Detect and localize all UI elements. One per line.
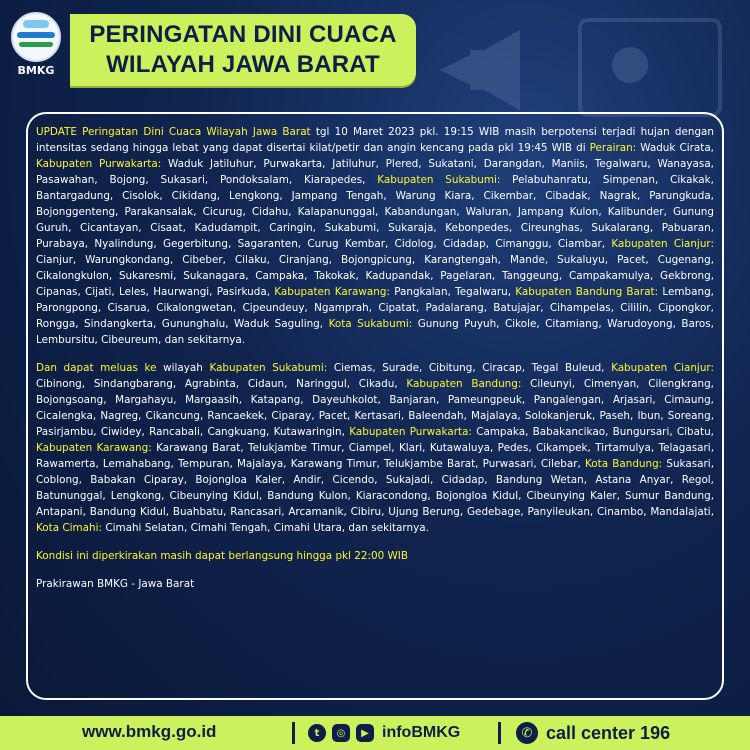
paragraph-forecaster [36,576,714,592]
highlight-text: Kabupaten Karawang: [36,442,152,454]
footer-divider [292,722,295,744]
body-text: wilayah [156,362,210,374]
phone-icon: ✆ [516,722,538,744]
body-text: Cianjur, Warungkondang, Cibeber, Cilaku, Ciranjang, Bojongpicung, Karangtengah, Mande, Sukaluyu, Pacet, Cugenang, Cikalongkulon, Sukaresmi, Sukanagara, Campaka, Takokak, Kadupandak, Pagelaran, Tanggeung, Campakamulya, Gekbrong, Cipanas, Cijati, Leles, Haurwangi, Pasirkuda, [36,254,714,298]
social-handle[interactable]: infoBMKG [382,724,461,741]
social-links [308,723,460,743]
page-title [70,14,416,86]
body-text: Sukasari, Coblong, Babakan Ciparay, Bojongloa Kaler, Andir, Cicendo, Sukajadi, Cidadap, Bandung Wetan, Astana Anyar, Regol, Batununggal, Lengkong, Cibeunying Kidul, Bandung Kulon, Kiaracondong, Bojongloa Kidul, Cibeunying Kaler, Sumur Bandung, Antapani, Bandung Kidul, Buahbatu, Rancasari, Arcamanik, Cibiru, Ujung Berung, Gedebage, Panyileukan, Cinambo, Mandalajati, [36,458,714,518]
bmkg-emblem-icon [11,12,61,62]
body-text: Cibinong, Sindangbarang, Agrabinta, Cidaun, Naringgul, Cikadu, [36,378,407,390]
bmkg-logo [10,12,62,78]
body-text: Prakirawan BMKG - Jawa Barat [36,578,195,590]
body-text: Pangkalan, Tegalwaru, [389,286,516,298]
highlight-text: Kota Cimahi: [36,522,103,534]
highlight-text: Perairan: [589,142,637,154]
body-text: Lembang, Parongpong, Cisarua, Cikalongwetan, Cipeundeuy, Ngamprah, Cipatat, Padalarang, Batujajar, Cihampelas, Cililin, Cipongkor, Rongga, Sindangkerta, Gununghalu, Waduk Saguling, [36,286,714,330]
highlight-text: Kabupaten Cianjur: [611,238,714,250]
body-text: Pelabuhanratu, Simpenan, Cikakak, Bantargadung, Cisolok, Cikidang, Lengkong, Jampang Tengah, Warung Kiara, Cikembar, Cibadak, Nagrak, Parungkuda, Bojonggenteng, Parakansalak, Cicurug, Cidahu, Kalapanunggal, Kabandungan, Waluran, Jampang Kulon, Kalibunder, Gunung Guruh, Cicantayan, Cisaat, Kadudampit, Caringin, Sukabumi, Sukaraja, Kebonpedes, Cireunghas, Sukalarang, Pabuaran, Purabaya, Nyalindung, Gegerbitung, Sagaranten, Curug Kembar, Cidolog, Cidadap, Cimanggu, Ciambar, [36,174,714,250]
logo-text: BMKG [17,64,55,77]
highlight-text: Kota Sukabumi: [328,318,413,330]
highlight-text: UPDATE Peringatan Dini Cuaca Wilayah Jawa Barat [36,126,311,138]
highlight-text: Kabupaten Sukabumi: [377,174,501,186]
highlight-text: Kondisi ini diperkirakan masih dapat berlangsung hingga pkl 22:00 WIB [36,550,408,562]
highlight-text: Dan dapat meluas ke [36,362,157,374]
highlight-text: Kabupaten Cianjur: [611,362,714,374]
body-text: Cimahi Selatan, Cimahi Tengah, Cimahi Utara, dan sekitarnya. [102,522,429,534]
paragraph-extended-areas [36,360,714,536]
body-text: Gunung Puyuh, Cikole, Citamiang, Warudoyong, Baros, Lembursitu, Cibeureum, dan sekitarnya. [36,318,714,346]
highlight-text: Kabupaten Purwakarta: [36,158,162,170]
call-center [516,722,670,744]
highlight-text: Kabupaten Karawang: [274,286,390,298]
paragraph-main-warning [36,124,714,348]
highlight-text: Kabupaten Bandung: [406,378,522,390]
body-text: Waduk Cirata, [636,142,714,154]
highlight-text: Kabupaten Bandung Barat: [515,286,659,298]
instagram-icon[interactable]: ◎ [332,724,350,742]
warning-text [36,124,714,604]
call-center-text[interactable]: call center 196 [546,722,671,743]
paragraph-duration [36,548,714,564]
youtube-icon[interactable]: ▶ [356,724,374,742]
footer-divider [498,722,501,744]
body-text: tgl 10 Maret 2023 pkl. 19:15 WIB masih berpotensi terjadi hujan dengan intensitas sedang hingga lebat yang dapat disertai kilat/petir dan angin kencang pada pkl 19:45 WIB di [36,126,714,154]
body-text: Campaka, Babakancikao, Bungursari, Cibatu, [471,426,714,438]
highlight-text: Kabupaten Sukabumi: [209,362,328,374]
title-line-1: PERINGATAN DINI CUACA [89,21,397,48]
highlight-text: Kabupaten Purwakarta: [349,426,472,438]
body-text: Ciemas, Surade, Cibitung, Ciracap, Tegal Buleud, [327,362,612,374]
footer-bar [0,716,750,750]
body-text: Waduk Jatiluhur, Purwakarta, Jatiluhur, Plered, Sukatani, Darangdan, Maniis, Tegalwaru, Wanayasa, Pasawahan, Bojong, Sukasari, Pondoksalam, Kiarapedes, [36,158,714,186]
twitter-icon[interactable]: t [308,724,326,742]
title-line-2: WILAYAH JAWA BARAT [106,51,380,78]
website-link[interactable]: www.bmkg.go.id [82,722,217,741]
highlight-text: Kota Bandung: [584,458,663,470]
body-text: Cileunyi, Cimenyan, Cilengkrang, Bojongsoang, Margahayu, Margaasih, Katapang, Dayeuhkolot, Banjaran, Pameungpeuk, Pangalengan, Arjasari, Cimaung, Cicalengka, Nagreg, Cikancung, Rancaekek, Ciparay, Pacet, Kertasari, Baleendah, Majalaya, Solokanjeruk, Paseh, Ibun, Soreang, Pasirjambu, Ciwidey, Rancabali, Cangkuang, Kutawaringin, [36,378,714,438]
body-text: Karawang Barat, Telukjambe Timur, Ciampel, Klari, Kutawaluya, Pedes, Cikampek, Tirtamulya, Telagasari, Rawamerta, Lemahabang, Tempuran, Majalaya, Karawang Timur, Telukjambe Barat, Purwasari, Cilebar, [36,442,715,470]
